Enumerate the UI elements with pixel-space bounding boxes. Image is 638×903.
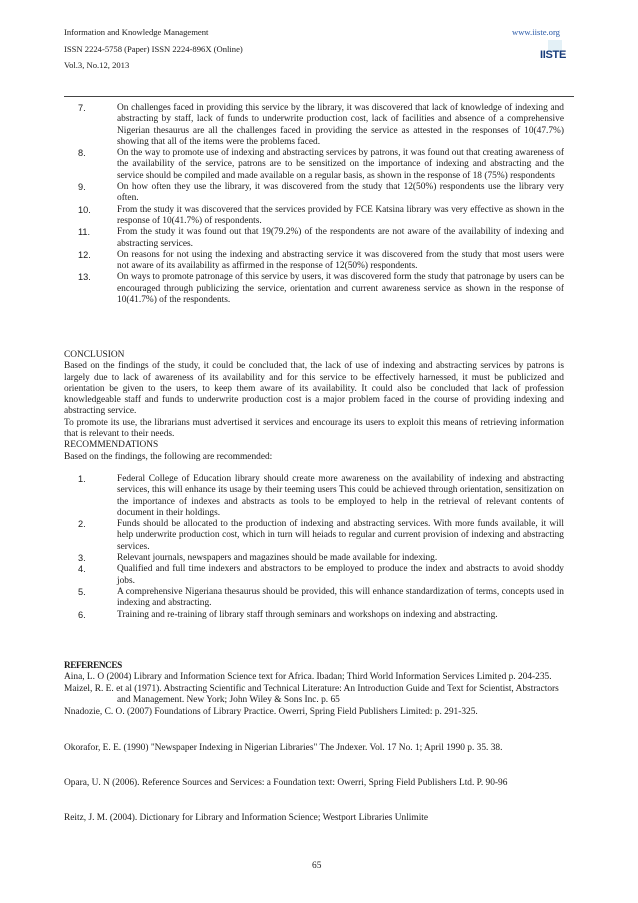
recommendation-text: Relevant journals, newspapers and magazines should be made available for indexing.	[117, 553, 438, 564]
conclusion-paragraph-2: To promote its use, the librarians must advertised it services and encourage its users to exploit this means of retrieving information that is relevant to their needs.	[64, 417, 564, 440]
finding-item	[64, 205, 564, 228]
recommendation-text: Qualified and full time indexers and abstractors to be employed to produce the index and abstracts to avoid shoddy jobs.	[117, 564, 564, 586]
finding-number: 13.	[78, 272, 91, 283]
volume-line: Vol.3, No.12, 2013	[64, 60, 130, 70]
finding-item	[64, 272, 564, 306]
reference-item: Opara, U. N (2006). Reference Sources and Services: a Foundation text: Owerri, Spring Field Publishers Ltd. P. 90-96	[64, 778, 508, 788]
page-number: 65	[312, 861, 322, 871]
recommendation-number: 1.	[78, 474, 86, 484]
finding-item	[64, 103, 564, 148]
recommendation-text: Training and re-training of library staff through seminars and workshops on indexing and abstracting.	[117, 609, 498, 620]
recommendation-item	[64, 564, 564, 587]
finding-text: On how often they use the library, it was discovered from the study that 12(50%) respondents use the library very often.	[117, 182, 564, 204]
finding-text: On challenges faced in providing this service by the library, it was discovered that lack of knowledge of indexing and abstracting by staff, lack of funds to underwrite production cost, lack of facilities and absence of a comprehensive Nigerian thesaurus are all the challenges faced in providing the service as attested in the responses of 10(47.7%) showing that all of the items were the problems faced.	[117, 103, 564, 147]
iiste-logo	[540, 40, 566, 62]
recommendation-number: 5.	[78, 586, 86, 597]
finding-text: On ways to promote patronage of this service by users, it was discovered form the study that patronage by users can be encouraged through publicizing the service, orientation and current awareness service as shown in the response of 10(41.7%) of the respondents.	[117, 272, 564, 306]
recommendation-item	[64, 610, 564, 621]
conclusion-section	[64, 350, 564, 463]
finding-item	[64, 148, 564, 182]
issn-line: ISSN 2224-5758 (Paper) ISSN 2224-896X (Online)	[64, 44, 243, 54]
finding-number: 7.	[78, 103, 86, 113]
reference-item: Reitz, J. M. (2004). Dictionary for Library and Information Science; Westport Libraries Unlimite	[64, 813, 429, 823]
references-section	[64, 660, 574, 719]
recommendation-number: 6.	[78, 609, 86, 620]
journal-name: Information and Knowledge Management	[64, 27, 209, 37]
conclusion-paragraph: Based on the findings of the study, it could be concluded that, the lack of use of indexing and abstracting services by patrons is largely due to lack of awareness of its availability and for this service to be effectively harnessed, it must be publicized and orientation be given to the users, to keep them aware of its availability. It could also be concluded that lack of profession knowledgeable staff and funds to underwrite production cost is a major problem faced in the course of providing indexing and abstracting service.	[64, 361, 564, 417]
website-link[interactable]: www.iiste.org	[512, 27, 560, 37]
conclusion-heading: CONCLUSION	[64, 350, 125, 360]
finding-number: 8.	[78, 148, 86, 159]
reference-item: Maizel, R. E. et al (1971). Abstracting Scientific and Technical Literature: An Introduction Guide and Text for Scientist, Abstractors and Management. New York; John Wiley & Sons Inc. p. 65	[64, 683, 559, 706]
reference-item: Nnadozie, C. O. (2007) Foundations of Library Practice. Owerri, Spring Field Publishers Limited: p. 291-325.	[64, 707, 478, 718]
finding-number: 11.	[78, 227, 91, 238]
recommendation-number: 4.	[78, 564, 86, 575]
finding-item	[64, 227, 564, 250]
references-heading: REFERENCES	[64, 660, 122, 670]
logo-text: IISTE	[540, 49, 567, 61]
recommendation-number: 2.	[78, 519, 86, 530]
recommendation-text: Federal College of Education library should create more awareness on the availability of indexing and abstracting services, this will enhance its usage by their teeming users This could be achieved through orientation, sensitization on the importance of indexes and abstracts as tools to be employed to help in the retrieval of relevant contents of document in their holdings.	[117, 474, 564, 518]
finding-text: On reasons for not using the indexing and abstracting service it was discovered from the study that most users were not aware of its availability as affirmed in the response of 12(50%) respondents.	[117, 249, 564, 272]
recommendation-text: Funds should be allocated to the production of indexing and abstracting services. With more funds available, it will help underwrite production cost, which in turn will heiads to regular and current provision of indexing and abstracting services.	[117, 519, 564, 552]
finding-text: From the study it was found out that 19(79.2%) of the respondents are not aware of the availability of indexing and abstracting services.	[117, 227, 564, 249]
recommendation-number: 3.	[78, 553, 86, 564]
finding-number: 12.	[78, 249, 91, 260]
reference-item: Aina, L. O (2004) Library and Information Science text for Africa. Ibadan; Third World Information Services Limited p. 204-235.	[64, 671, 552, 682]
recommendation-text: A comprehensive Nigeriana thesaurus should be provided, this will enhance standardization of terms, concepts used in indexing and abstracting.	[117, 586, 564, 609]
reference-item: Okorafor, E. E. (1990) "Newspaper Indexing in Nigerian Libraries" The Jndexer. Vol. 17 No. 1; April 1990 p. 35. 38.	[64, 743, 503, 753]
recommendations-heading: RECOMMENDATIONS	[64, 440, 159, 451]
recommendations-intro: Based on the findings, the following are recommended:	[64, 451, 273, 462]
recommendation-item	[64, 553, 564, 564]
recommendation-item	[64, 474, 564, 519]
recommendation-item	[64, 519, 564, 553]
recommendations-list	[64, 474, 564, 621]
finding-text: On the way to promote use of indexing and abstracting services by patrons, it was found out that creating awareness of the availability of the service, patrons are to be sensitized on the importance of indexing and abstracting and the service should be compiled and made available on a regular basis, as shown in the response of 18 (75%) respondents	[117, 148, 564, 181]
finding-number: 9.	[78, 182, 86, 193]
finding-item	[64, 250, 564, 273]
finding-item	[64, 182, 564, 205]
findings-list	[64, 103, 564, 306]
finding-number: 10.	[78, 204, 91, 215]
header-rule	[64, 96, 574, 97]
recommendation-item	[64, 587, 564, 610]
finding-text: From the study it was discovered that the services provided by FCE Katsina library was very effective as shown in the response of 10(41.7%) of respondents.	[117, 204, 564, 226]
